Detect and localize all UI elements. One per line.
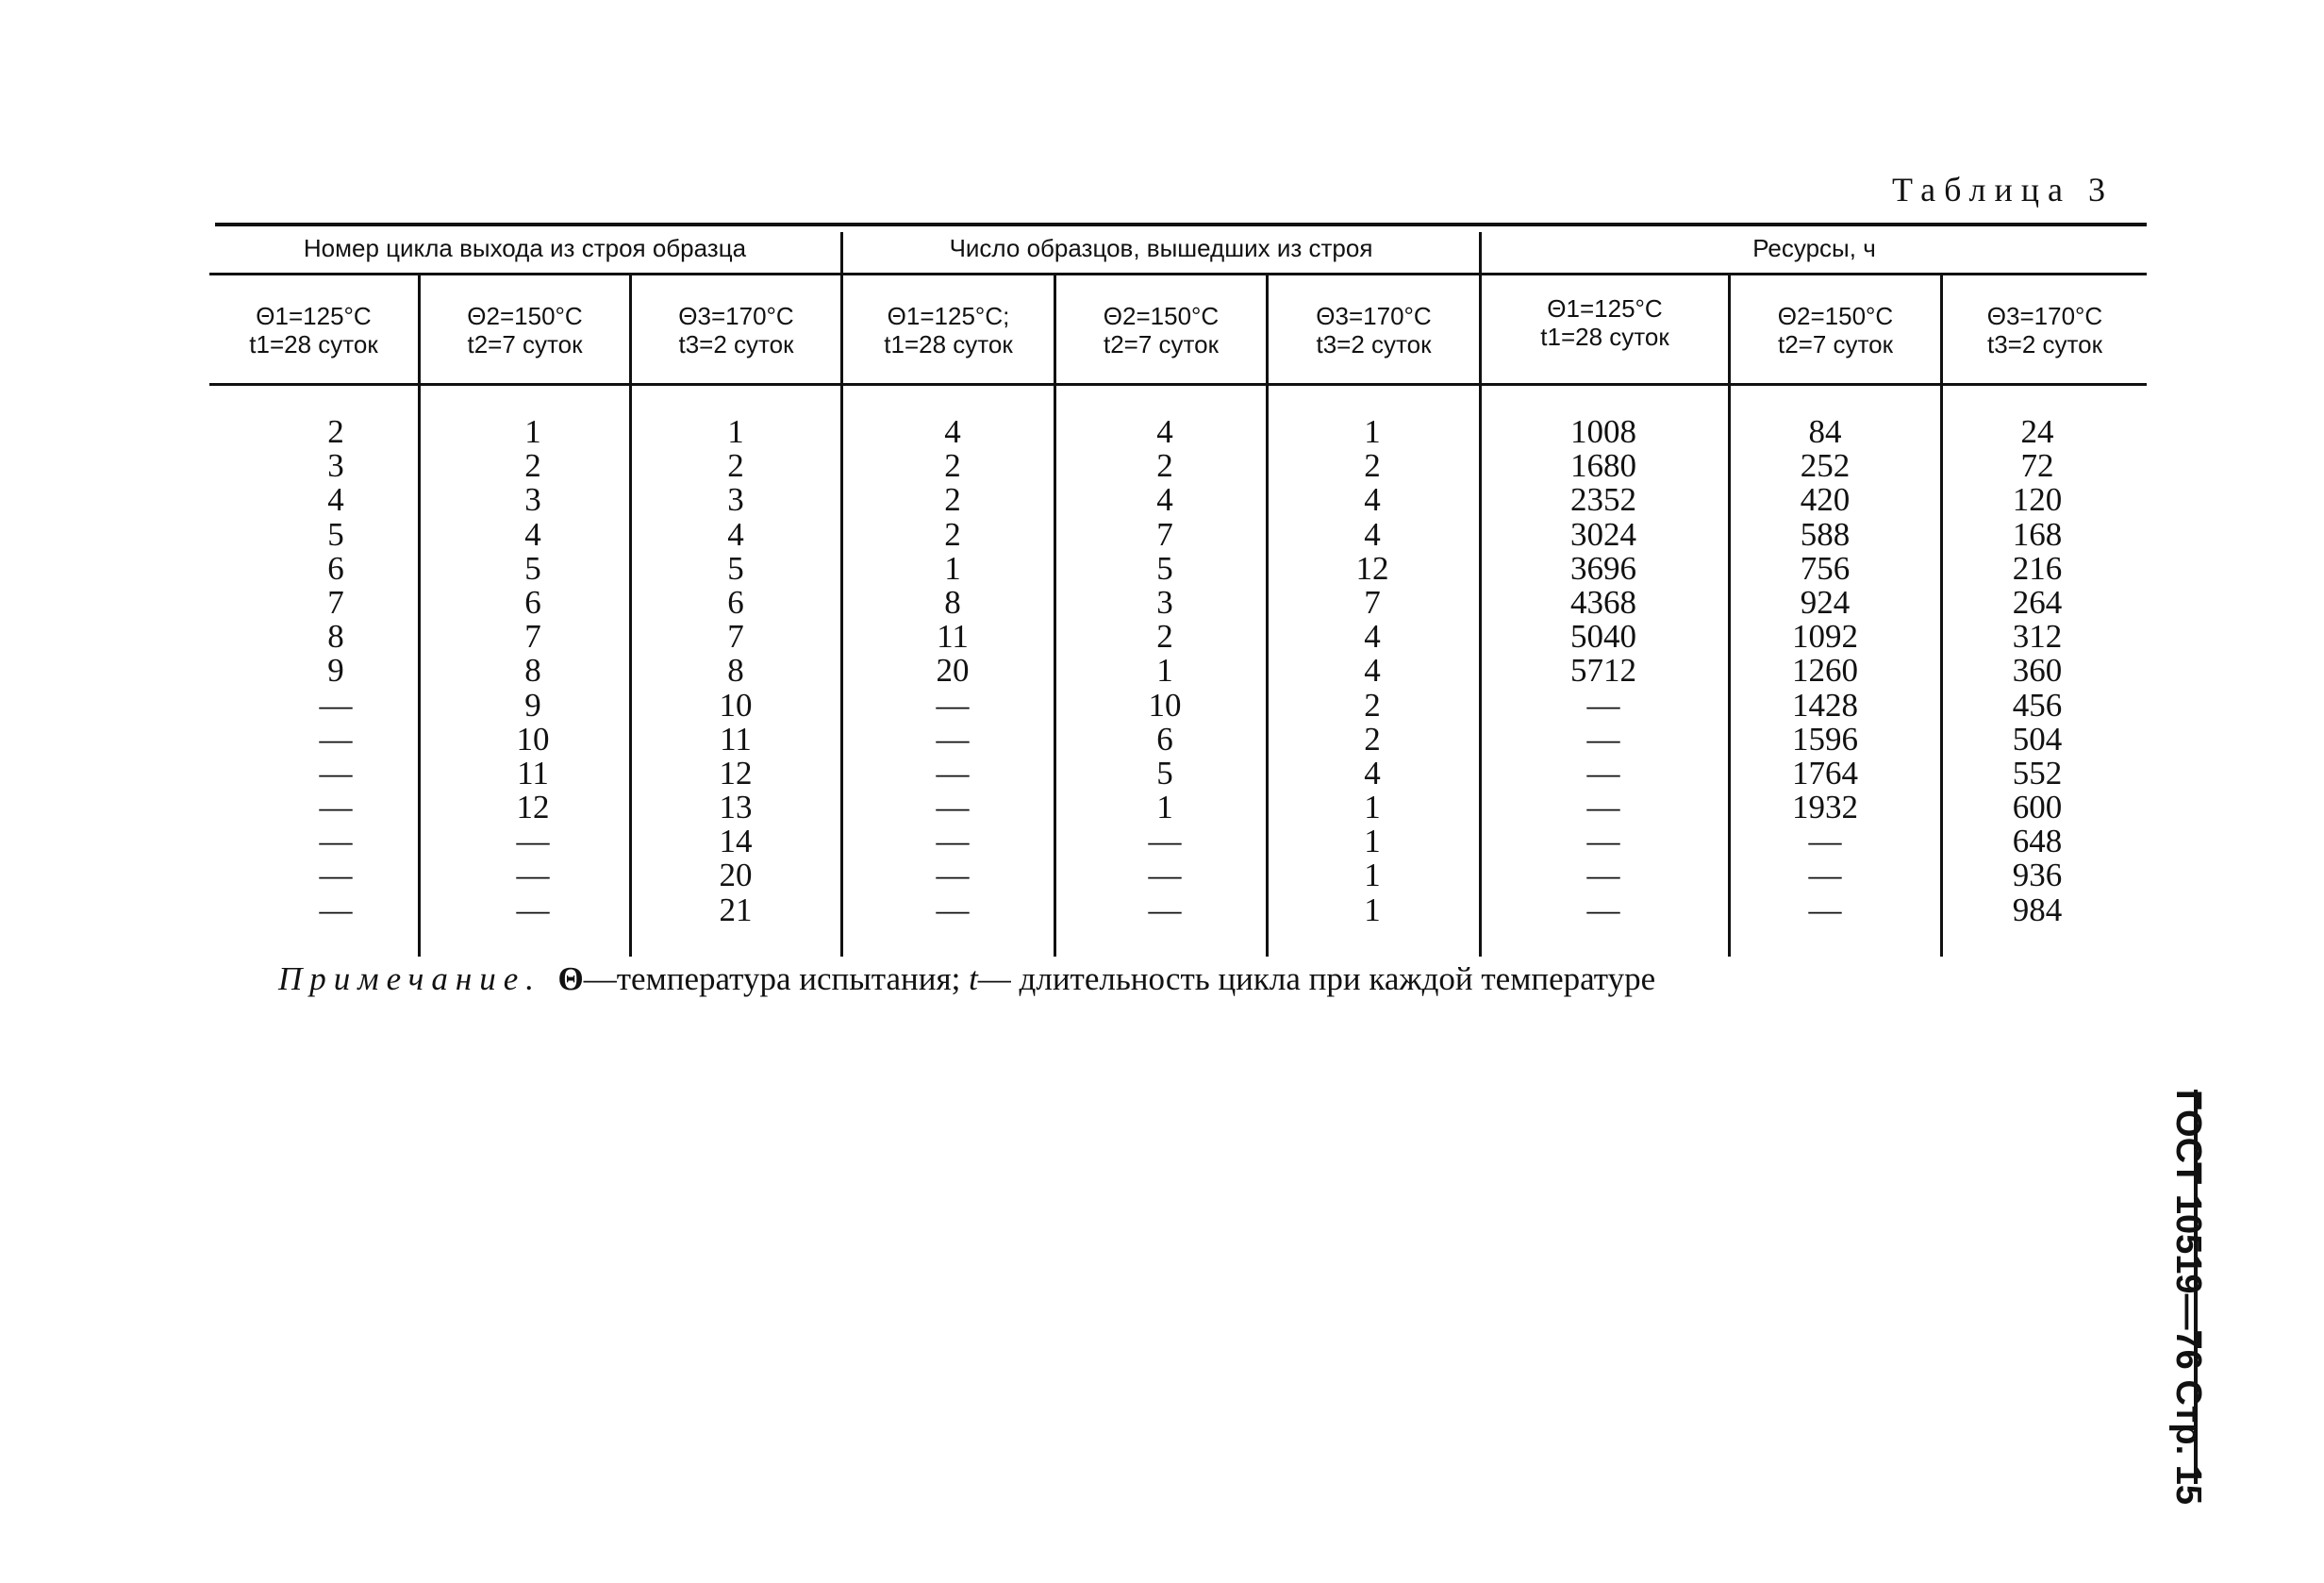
note-label: Примечание.: [278, 960, 542, 997]
table-cell: 6: [327, 549, 344, 587]
table-cell: 4: [1364, 652, 1381, 690]
table-cell: 3696: [1570, 549, 1636, 587]
table-cell: 648: [2012, 823, 2063, 860]
table-cell: 1: [944, 549, 961, 587]
table-cell: 4368: [1570, 583, 1636, 621]
col-divider: [1054, 275, 1056, 957]
table-cell: 12: [1355, 549, 1389, 587]
table-cell: 3: [327, 447, 344, 485]
table-cell: 1: [1364, 891, 1381, 928]
table-cell: 11: [937, 618, 969, 656]
table-cell: 1764: [1792, 754, 1858, 792]
table-cell: 2: [1364, 447, 1381, 485]
note-t-text: — длительность цикла при каждой температуре: [977, 960, 1656, 997]
note-theta-symbol: Θ: [557, 960, 584, 997]
table-cell: 24: [2020, 413, 2054, 450]
table-cell: 600: [2012, 789, 2063, 826]
table-cell: —: [516, 857, 550, 894]
table-cell: —: [936, 720, 970, 758]
table-cell: 1: [1364, 413, 1381, 450]
table-cell: 6: [524, 583, 541, 621]
header-rule: [209, 383, 2147, 386]
table-cell: 1: [1364, 823, 1381, 860]
table-cell: 8: [944, 583, 961, 621]
table-cell: 5712: [1570, 652, 1636, 690]
table-cell: 2: [944, 515, 961, 553]
table-cell: —: [1586, 891, 1620, 928]
table-cell: 4: [327, 481, 344, 519]
table-cell: 9: [327, 652, 344, 690]
table-cell: 120: [2012, 481, 2063, 519]
sub-header: Θ1=125°С t1=28 суток: [1540, 294, 1669, 351]
table-cell: 21: [719, 891, 753, 928]
table-cell: 4: [1156, 481, 1173, 519]
data-column: [476, 415, 589, 927]
table-cell: 7: [1364, 583, 1381, 621]
group-rule: [209, 273, 2147, 275]
table-cell: 11: [517, 754, 549, 792]
table-cell: 3: [524, 481, 541, 519]
table-cell: 1428: [1792, 686, 1858, 724]
table-cell: —: [936, 823, 970, 860]
table-cell: 504: [2012, 720, 2063, 758]
col-divider: [1940, 275, 1943, 957]
table-cell: 4: [1156, 413, 1173, 450]
table-cell: 20: [719, 857, 753, 894]
table-cell: 4: [1364, 515, 1381, 553]
table-cell: —: [1586, 720, 1620, 758]
table-cell: 1680: [1570, 447, 1636, 485]
table-cell: 1260: [1792, 652, 1858, 690]
table-cell: 20: [936, 652, 970, 690]
table-cell: —: [936, 857, 970, 894]
group-header-resources: Ресурсы, ч: [1752, 234, 1876, 262]
table-cell: 312: [2012, 618, 2063, 656]
table-cell: 84: [1808, 413, 1842, 450]
sub-header: Θ1=125°С; t1=28 суток: [884, 302, 1013, 358]
table-cell: 2: [1156, 447, 1173, 485]
table-cell: 12: [719, 754, 753, 792]
table-cell: 5: [727, 549, 744, 587]
data-column: [896, 415, 1009, 927]
table-cell: 7: [524, 618, 541, 656]
table-cell: —: [319, 789, 353, 826]
table-cell: 5040: [1570, 618, 1636, 656]
col-divider: [1266, 275, 1269, 957]
data-column: [279, 415, 392, 927]
table-cell: 3: [1156, 583, 1173, 621]
table-cell: 1: [1156, 789, 1173, 826]
table-cell: —: [1808, 891, 1842, 928]
table-cell: 588: [1800, 515, 1851, 553]
table-cell: —: [319, 686, 353, 724]
table-cell: 5: [1156, 549, 1173, 587]
table-cell: 1596: [1792, 720, 1858, 758]
group-header-failed-count: Число образцов, вышедших из строя: [949, 234, 1373, 262]
table-cell: 216: [2012, 549, 2063, 587]
table-cell: 1: [1364, 857, 1381, 894]
table-cell: 10: [1148, 686, 1182, 724]
table-cell: 72: [2020, 447, 2054, 485]
table-cell: 13: [719, 789, 753, 826]
table-cell: —: [1148, 823, 1182, 860]
table-cell: 5: [327, 515, 344, 553]
table-cell: 924: [1800, 583, 1851, 621]
table-cell: 2: [727, 447, 744, 485]
table-cell: —: [319, 891, 353, 928]
table-cell: 8: [727, 652, 744, 690]
table-cell: 3: [727, 481, 744, 519]
table-cell: 984: [2012, 891, 2063, 928]
sub-header: Θ2=150°С t2=7 суток: [467, 302, 583, 358]
table-cell: 2: [944, 481, 961, 519]
table-cell: —: [1808, 857, 1842, 894]
table-cell: 9: [524, 686, 541, 724]
table-cell: 4: [1364, 481, 1381, 519]
table-cell: 4: [524, 515, 541, 553]
table-cell: 1008: [1570, 413, 1636, 450]
table-cell: —: [1586, 857, 1620, 894]
table-cell: 1: [1364, 789, 1381, 826]
table-cell: —: [1586, 823, 1620, 860]
table-cell: —: [1586, 789, 1620, 826]
table-cell: 5: [1156, 754, 1173, 792]
table-cell: 456: [2012, 686, 2063, 724]
table-cell: 12: [516, 789, 550, 826]
data-column: [679, 415, 792, 927]
note-theta-text: —температура испытания;: [583, 960, 961, 997]
col-divider: [629, 275, 632, 957]
table-cell: 4: [944, 413, 961, 450]
table-cell: 1: [727, 413, 744, 450]
data-column: [1768, 415, 1882, 927]
data-column: [1981, 415, 2094, 927]
table-cell: 2352: [1570, 481, 1636, 519]
table-cell: 936: [2012, 857, 2063, 894]
table-cell: —: [1148, 891, 1182, 928]
table-cell: —: [516, 891, 550, 928]
sub-header: Θ1=125°С t1=28 суток: [249, 302, 378, 358]
table-title: Таблица 3: [1892, 171, 2114, 208]
table-cell: 420: [1800, 481, 1851, 519]
table-cell: 8: [327, 618, 344, 656]
table-cell: 1: [1156, 652, 1173, 690]
table-cell: —: [1586, 686, 1620, 724]
table-cell: 2: [1364, 686, 1381, 724]
table-cell: —: [1586, 754, 1620, 792]
table-cell: 264: [2012, 583, 2063, 621]
table-cell: —: [319, 754, 353, 792]
table-cell: 552: [2012, 754, 2063, 792]
table-cell: 10: [516, 720, 550, 758]
table-cell: 2: [1156, 618, 1173, 656]
table-cell: 6: [727, 583, 744, 621]
side-page-label: ГОСТ 10519—76 Стр. 15: [2168, 1090, 2208, 1506]
data-column: [1108, 415, 1221, 927]
table-cell: 168: [2012, 515, 2063, 553]
table-cell: 10: [719, 686, 753, 724]
table-cell: 3024: [1570, 515, 1636, 553]
table-note: [278, 960, 1655, 998]
col-divider: [1728, 275, 1731, 957]
table-cell: 7: [327, 583, 344, 621]
table-cell: 4: [1364, 754, 1381, 792]
table-cell: 2: [524, 447, 541, 485]
sub-header: Θ3=170°С t3=2 суток: [1316, 302, 1432, 358]
table-cell: 756: [1800, 549, 1851, 587]
table-cell: —: [319, 857, 353, 894]
table-cell: 7: [727, 618, 744, 656]
table-cell: 14: [719, 823, 753, 860]
table-cell: —: [516, 823, 550, 860]
table-cell: 2: [327, 413, 344, 450]
table-cell: 2: [944, 447, 961, 485]
note-t-symbol: t: [969, 960, 978, 997]
table-cell: —: [936, 686, 970, 724]
sub-header: Θ2=150°С t2=7 суток: [1103, 302, 1220, 358]
table-cell: 4: [727, 515, 744, 553]
table-cell: 8: [524, 652, 541, 690]
sub-header: Θ3=170°С t3=2 суток: [678, 302, 794, 358]
table-cell: 252: [1800, 447, 1851, 485]
table-cell: 1092: [1792, 618, 1858, 656]
table-cell: —: [936, 891, 970, 928]
table-cell: —: [1808, 823, 1842, 860]
top-rule: [215, 223, 2147, 226]
table-cell: 2: [1364, 720, 1381, 758]
table-cell: 1932: [1792, 789, 1858, 826]
table-cell: 5: [524, 549, 541, 587]
table-cell: —: [936, 754, 970, 792]
data-column: [1316, 415, 1429, 927]
table-cell: 7: [1156, 515, 1173, 553]
sub-header: Θ2=150°С t2=7 суток: [1777, 302, 1894, 358]
col-divider: [418, 275, 421, 957]
sub-header: Θ3=170°С t3=2 суток: [1986, 302, 2103, 358]
table-cell: —: [319, 823, 353, 860]
table-cell: 1: [524, 413, 541, 450]
table-cell: 360: [2012, 652, 2063, 690]
table-cell: —: [1148, 857, 1182, 894]
table-cell: 6: [1156, 720, 1173, 758]
table-cell: —: [936, 789, 970, 826]
group-header-cycle-number: Номер цикла выхода из строя образца: [303, 234, 747, 262]
table-cell: 4: [1364, 618, 1381, 656]
table-cell: 11: [720, 720, 752, 758]
data-column: [1547, 415, 1660, 927]
table-cell: —: [319, 720, 353, 758]
